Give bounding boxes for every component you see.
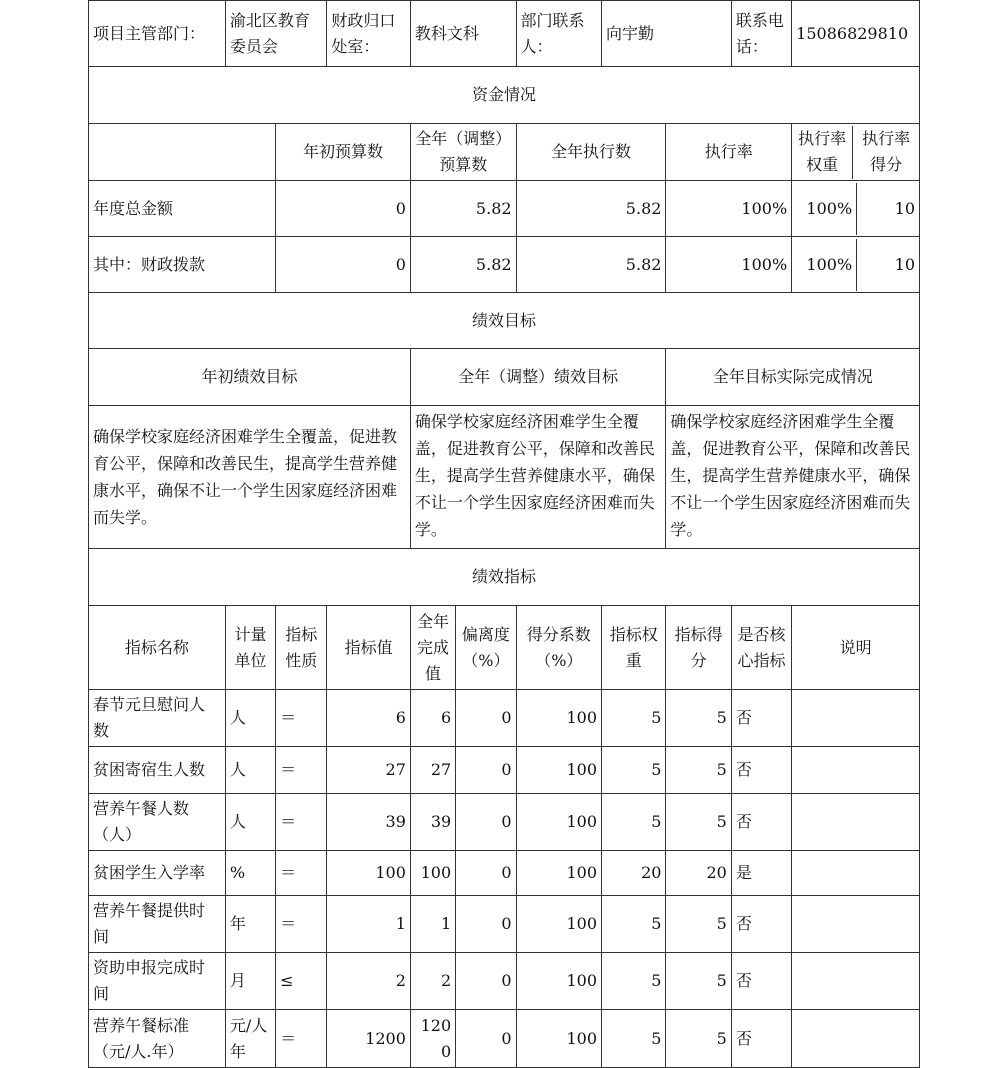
ind-value: 1200 (327, 1010, 410, 1068)
ind-coef: 100 (516, 953, 602, 1010)
ind-completed: 2 (410, 953, 455, 1010)
ind-nature: ＝ (276, 1010, 327, 1068)
ind-core: 否 (731, 747, 791, 794)
goals-col-actual: 全年目标实际完成情况 (666, 349, 920, 406)
ind-completed: 100 (410, 851, 455, 896)
funds-row-weight-score (792, 181, 920, 237)
indicator-row (89, 690, 920, 747)
ind-completed: 27 (410, 747, 455, 794)
ind-note (792, 851, 920, 896)
funds-row-initial: 0 (276, 181, 411, 237)
funds-col-adjusted: 全年（调整）预算数 (410, 124, 516, 181)
ind-score: 20 (666, 851, 731, 896)
ind-core: 否 (731, 794, 791, 851)
ind-weight: 5 (602, 794, 666, 851)
ind-col-completed: 全年完成值 (410, 606, 455, 690)
finance-value: 教科文科 (410, 1, 516, 67)
ind-nature: ≤ (276, 953, 327, 1010)
goals-header-row (89, 349, 920, 406)
ind-note (792, 896, 920, 953)
indicator-row (89, 851, 920, 896)
ind-completed: 1200 (410, 1010, 455, 1068)
ind-nature: ＝ (276, 896, 327, 953)
ind-unit: 年 (225, 896, 275, 953)
ind-note (792, 690, 920, 747)
ind-nature: ＝ (276, 690, 327, 747)
ind-weight: 5 (602, 1010, 666, 1068)
funds-row-score: 10 (894, 254, 915, 274)
funds-row-score: 10 (894, 198, 915, 218)
ind-weight: 5 (602, 747, 666, 794)
ind-unit: % (225, 851, 275, 896)
ind-note (792, 953, 920, 1010)
ind-col-note: 说明 (792, 606, 920, 690)
ind-core: 否 (731, 690, 791, 747)
funds-row-executed: 5.82 (516, 237, 666, 293)
goals-col-initial: 年初绩效目标 (89, 349, 411, 406)
funds-row-adjusted: 5.82 (410, 181, 516, 237)
ind-value: 6 (327, 690, 410, 747)
ind-value: 27 (327, 747, 410, 794)
ind-name: 春节元旦慰问人数 (89, 690, 226, 747)
ind-weight: 5 (602, 953, 666, 1010)
goals-initial-text: 确保学校家庭经济困难学生全覆盖，促进教育公平，保障和改善民生，提高学生营养健康水平，确保不让一个学生因家庭经济困难而失学。 (89, 406, 411, 549)
funds-row-weight-score (792, 237, 920, 293)
indicator-row (89, 953, 920, 1010)
ind-col-value: 指标值 (327, 606, 410, 690)
goals-col-adjusted: 全年（调整）绩效目标 (410, 349, 666, 406)
ind-unit: 人 (225, 794, 275, 851)
ind-col-coef: 得分系数（%） (516, 606, 602, 690)
funds-col-initial: 年初预算数 (276, 124, 411, 181)
ind-note (792, 747, 920, 794)
ind-note (792, 794, 920, 851)
ind-core: 否 (731, 896, 791, 953)
ind-value: 100 (327, 851, 410, 896)
ind-score: 5 (666, 747, 731, 794)
ind-completed: 1 (410, 896, 455, 953)
ind-name: 营养午餐标准（元/人.年） (89, 1010, 226, 1068)
contact-label: 部门联系人： (516, 1, 602, 67)
ind-score: 5 (666, 690, 731, 747)
ind-deviation: 0 (456, 1010, 516, 1068)
ind-name: 贫困学生入学率 (89, 851, 226, 896)
ind-col-weight: 指标权重 (602, 606, 666, 690)
ind-unit: 元/人年 (225, 1010, 275, 1068)
ind-deviation: 0 (456, 953, 516, 1010)
indicator-row (89, 1010, 920, 1068)
ind-completed: 39 (410, 794, 455, 851)
funds-section-title: 资金情况 (89, 67, 920, 124)
ind-col-unit: 计量单位 (225, 606, 275, 690)
dept-label: 项目主管部门： (89, 1, 226, 67)
ind-core: 是 (731, 851, 791, 896)
header-row (89, 1, 920, 67)
funds-row-weight: 100% (792, 183, 857, 235)
ind-name: 贫困寄宿生人数 (89, 747, 226, 794)
funds-header-blank (89, 124, 276, 181)
ind-col-nature: 指标性质 (276, 606, 327, 690)
ind-coef: 100 (516, 794, 602, 851)
phone-value: 15086829810 (792, 1, 920, 67)
funds-row-rate: 100% (666, 181, 792, 237)
funds-row-name: 年度总金额 (89, 181, 276, 237)
ind-name: 资助申报完成时间 (89, 953, 226, 1010)
ind-deviation: 0 (456, 851, 516, 896)
goals-adjusted-text: 确保学校家庭经济困难学生全覆盖，促进教育公平，保障和改善民生，提高学生营养健康水平，确保不让一个学生因家庭经济困难而失学。 (410, 406, 666, 549)
ind-completed: 6 (410, 690, 455, 747)
indicator-row (89, 794, 920, 851)
ind-unit: 人 (225, 690, 275, 747)
funds-header-row (89, 124, 920, 181)
ind-deviation: 0 (456, 794, 516, 851)
funds-row (89, 181, 920, 237)
ind-score: 5 (666, 953, 731, 1010)
ind-score: 5 (666, 1010, 731, 1068)
funds-col-score: 执行率得分 (862, 129, 911, 174)
ind-score: 5 (666, 896, 731, 953)
ind-col-score: 指标得分 (666, 606, 731, 690)
contact-value: 向宇勤 (602, 1, 732, 67)
ind-unit: 月 (225, 953, 275, 1010)
ind-coef: 100 (516, 747, 602, 794)
ind-deviation: 0 (456, 747, 516, 794)
funds-row-name: 其中：财政拨款 (89, 237, 276, 293)
funds-row-executed: 5.82 (516, 181, 666, 237)
indicator-row (89, 896, 920, 953)
ind-col-core: 是否核心指标 (731, 606, 791, 690)
dept-value: 渝北区教育委员会 (225, 1, 327, 67)
ind-coef: 100 (516, 851, 602, 896)
goals-actual-text: 确保学校家庭经济困难学生全覆盖，促进教育公平，保障和改善民生，提高学生营养健康水平，确保不让一个学生因家庭经济困难而失学。 (666, 406, 920, 549)
ind-col-name: 指标名称 (89, 606, 226, 690)
ind-coef: 100 (516, 1010, 602, 1068)
performance-table (88, 0, 920, 1068)
ind-coef: 100 (516, 896, 602, 953)
indicators-section-title: 绩效指标 (89, 549, 920, 606)
indicators-header-row (89, 606, 920, 690)
ind-unit: 人 (225, 747, 275, 794)
goals-section-title: 绩效目标 (89, 293, 920, 349)
finance-label: 财政归口处室： (327, 1, 410, 67)
ind-value: 2 (327, 953, 410, 1010)
funds-row-initial: 0 (276, 237, 411, 293)
funds-col-rate: 执行率 (666, 124, 792, 181)
ind-col-deviation: 偏离度（%） (456, 606, 516, 690)
funds-col-executed: 全年执行数 (516, 124, 666, 181)
ind-nature: ＝ (276, 851, 327, 896)
funds-row-rate: 100% (666, 237, 792, 293)
funds-row-weight: 100% (792, 239, 857, 291)
ind-note (792, 1010, 920, 1068)
ind-core: 否 (731, 1010, 791, 1068)
ind-nature: ＝ (276, 747, 327, 794)
ind-name: 营养午餐人数（人） (89, 794, 226, 851)
ind-value: 1 (327, 896, 410, 953)
ind-core: 否 (731, 953, 791, 1010)
ind-deviation: 0 (456, 690, 516, 747)
ind-score: 5 (666, 794, 731, 851)
ind-weight: 5 (602, 690, 666, 747)
ind-name: 营养午餐提供时间 (89, 896, 226, 953)
ind-weight: 20 (602, 851, 666, 896)
ind-nature: ＝ (276, 794, 327, 851)
ind-value: 39 (327, 794, 410, 851)
indicator-row (89, 747, 920, 794)
funds-col-weight: 执行率权重 (792, 126, 853, 179)
funds-row-adjusted: 5.82 (410, 237, 516, 293)
phone-label: 联系电话： (731, 1, 791, 67)
ind-coef: 100 (516, 690, 602, 747)
funds-col-weight-score (792, 124, 920, 181)
ind-weight: 5 (602, 896, 666, 953)
ind-deviation: 0 (456, 896, 516, 953)
goals-content-row (89, 406, 920, 549)
funds-row (89, 237, 920, 293)
